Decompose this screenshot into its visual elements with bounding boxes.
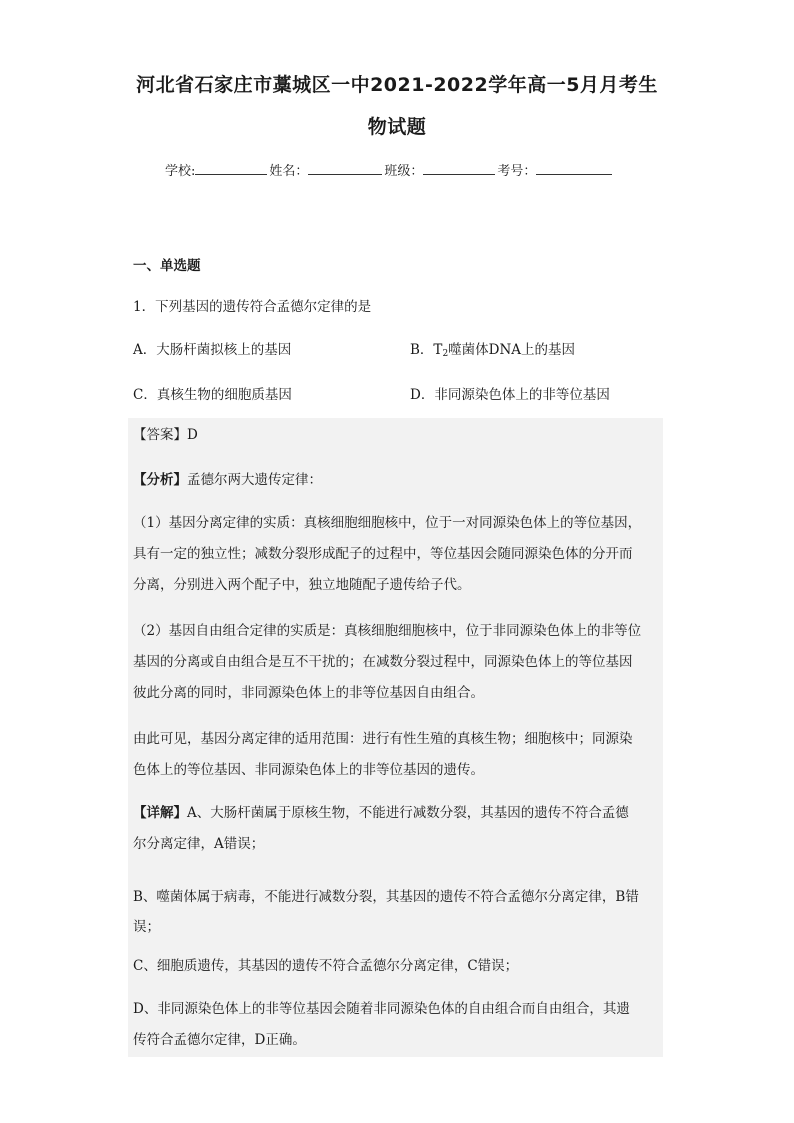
school-blank[interactable]: [195, 162, 267, 175]
analysis-p2-line3: 彼此分离的同时，非同源染色体上的非等位基因自由组合。: [133, 685, 484, 701]
analysis-tag: 【分析】: [133, 472, 187, 488]
section-heading: 一、单选题: [133, 258, 201, 274]
analysis-line: [133, 465, 658, 496]
option-b-suffix: 噬菌体DNA上的基因: [448, 342, 576, 358]
analysis-p1-line1: （1）基因分离定律的实质：真核细胞细胞核中，位于一对同源染色体上的等位基因，: [133, 515, 642, 531]
detail-c-line1: C、细胞质遗传，其基因的遗传不符合孟德尔分离定律，C错误；: [133, 958, 519, 974]
student-info-row: [165, 160, 614, 179]
option-c: C．真核生物的细胞质基因: [133, 387, 292, 403]
exam-no-label: 考号：: [497, 164, 537, 179]
detail-a-line1: [133, 798, 658, 829]
analysis-p1-line3: 分离，分别进入两个配子中，独立地随配子遗传给子代。: [133, 577, 471, 593]
detail-d-line1: D、非同源染色体上的非等位基因会随着非同源染色体的自由组合而自由组合，其遗: [133, 1001, 630, 1017]
option-b: [410, 338, 575, 359]
analysis-p3-line1: 由此可见，基因分离定律的适用范围：进行有性生殖的真核生物；细胞核中；同源染: [133, 731, 633, 747]
option-a: A．大肠杆菌拟核上的基因: [133, 342, 292, 358]
analysis-p3-line2: 色体上的等位基因、非同源染色体上的非等位基因的遗传。: [133, 762, 484, 778]
page-title-line2: 物试题: [367, 116, 427, 138]
detail-b-line1: B、噬菌体属于病毒，不能进行减数分裂，其基因的遗传不符合孟德尔分离定律，B错: [133, 889, 639, 905]
analysis-p2-line2: 基因的分离或自由组合是互不干扰的；在减数分裂过程中，同源染色体上的等位基因: [133, 654, 633, 670]
answer-line: [133, 420, 658, 451]
answer-tag: 【答案】: [133, 427, 187, 443]
answer-value: D: [187, 427, 198, 443]
page-title-line1: 河北省石家庄市藁城区一中2021-2022学年高一5月月考生: [136, 74, 658, 96]
analysis-intro: 孟德尔两大遗传定律：: [187, 472, 322, 488]
exam-no-blank[interactable]: [536, 162, 612, 175]
detail-d-line2: 传符合孟德尔定律，D正确。: [133, 1032, 306, 1048]
detail-tag: 【详解】: [133, 805, 187, 821]
answer-explanation-box: [128, 418, 663, 1057]
school-label: 学校:: [165, 164, 196, 179]
detail-a-line2: 尔分离定律，A错误；: [133, 836, 265, 852]
option-b-prefix: B．T: [410, 342, 443, 358]
analysis-p2-line1: （2）基因自由组合定律的实质是：真核细胞细胞核中，位于非同源染色体上的非等位: [133, 623, 642, 639]
class-label: 班级：: [384, 164, 424, 179]
detail-b-line2: 误；: [133, 919, 160, 935]
option-b-subscript: 2: [442, 349, 449, 359]
detail-a-text: A、大肠杆菌属于原核生物，不能进行减数分裂，其基因的遗传不符合孟德: [187, 805, 629, 821]
question-stem: 1．下列基因的遗传符合孟德尔定律的是: [133, 299, 372, 315]
option-d: D．非同源染色体上的非等位基因: [410, 387, 610, 403]
name-blank[interactable]: [308, 162, 382, 175]
class-blank[interactable]: [423, 162, 495, 175]
analysis-p1-line2: 具有一定的独立性；减数分裂形成配子的过程中，等位基因会随同源染色体的分开而: [133, 546, 633, 562]
name-label: 姓名：: [269, 164, 309, 179]
